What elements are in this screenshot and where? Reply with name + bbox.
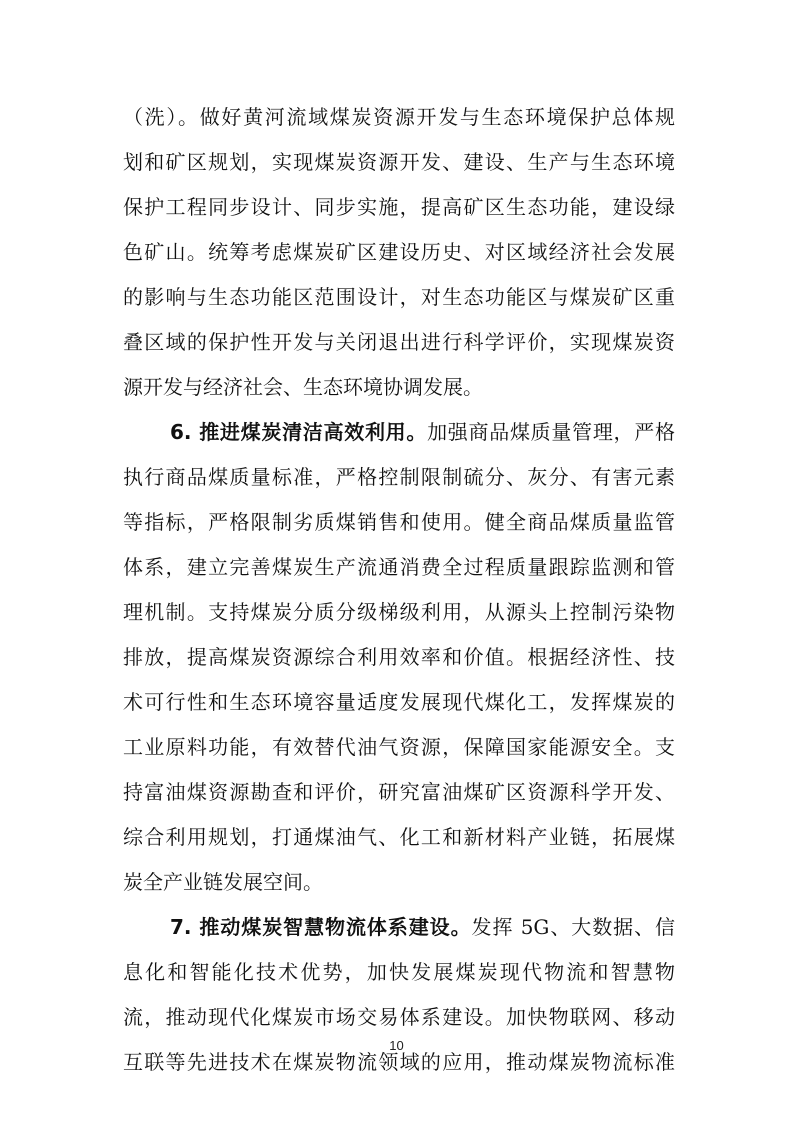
- section-heading: 6. 推进煤炭清洁高效利用。: [170, 420, 428, 444]
- text-line: [170, 907, 675, 947]
- text-line: 划和矿区规划，实现煤炭资源开发、建设、生产与生态环境: [123, 150, 675, 174]
- text-line: [170, 412, 675, 452]
- page-number: 10: [389, 1038, 404, 1053]
- section-heading: 7. 推动煤炭智慧物流体系建设。: [170, 915, 472, 939]
- text-line: 色矿山。统筹考虑煤炭矿区建设历史、对区域经济社会发展: [123, 240, 675, 264]
- text-line: 综合利用规划，打通煤油气、化工和新材料产业链，拓展煤: [123, 825, 675, 849]
- text-line: 术可行性和生态环境容量适度发展现代煤化工，发挥煤炭的: [123, 690, 675, 714]
- text-line: 等指标，严格限制劣质煤销售和使用。健全商品煤质量监管: [123, 510, 675, 534]
- text-line: 息化和智能化技术优势，加快发展煤炭现代物流和智慧物: [123, 960, 675, 984]
- text-line: 保护工程同步设计、同步实施，提高矿区生态功能，建设绿: [123, 195, 675, 219]
- text-line: 炭全产业链发展空间。: [123, 870, 323, 894]
- text-line: （洗）。做好黄河流域煤炭资源开发与生态环境保护总体规: [123, 105, 675, 129]
- text-segment: 发挥 5G、大数据、信: [471, 915, 675, 939]
- text-line: 工业原料功能，有效替代油气资源，保障国家能源安全。支: [123, 735, 675, 759]
- text-line: 理机制。支持煤炭分质分级梯级利用，从源头上控制污染物: [123, 600, 675, 624]
- text-line: 持富油煤资源勘查和评价，研究富油煤矿区资源科学开发、: [123, 780, 675, 804]
- text-line: 体系，建立完善煤炭生产流通消费全过程质量跟踪监测和管: [123, 555, 675, 579]
- text-line: 互联等先进技术在煤炭物流领域的应用，推动煤炭物流标准: [123, 1050, 675, 1074]
- text-line: 执行商品煤质量标准，严格控制限制硫分、灰分、有害元素: [123, 465, 675, 489]
- text-line: 流，推动现代化煤炭市场交易体系建设。加快物联网、移动: [123, 1005, 675, 1029]
- text-line: 叠区域的保护性开发与关闭退出进行科学评价，实现煤炭资: [123, 330, 675, 354]
- text-segment: 加强商品煤质量管理，严格: [427, 420, 675, 444]
- text-line: 的影响与生态功能区范围设计，对生态功能区与煤炭矿区重: [123, 285, 675, 309]
- text-line: 排放，提高煤炭资源综合利用效率和价值。根据经济性、技: [123, 645, 675, 669]
- text-line: 源开发与经济社会、生态环境协调发展。: [123, 375, 483, 399]
